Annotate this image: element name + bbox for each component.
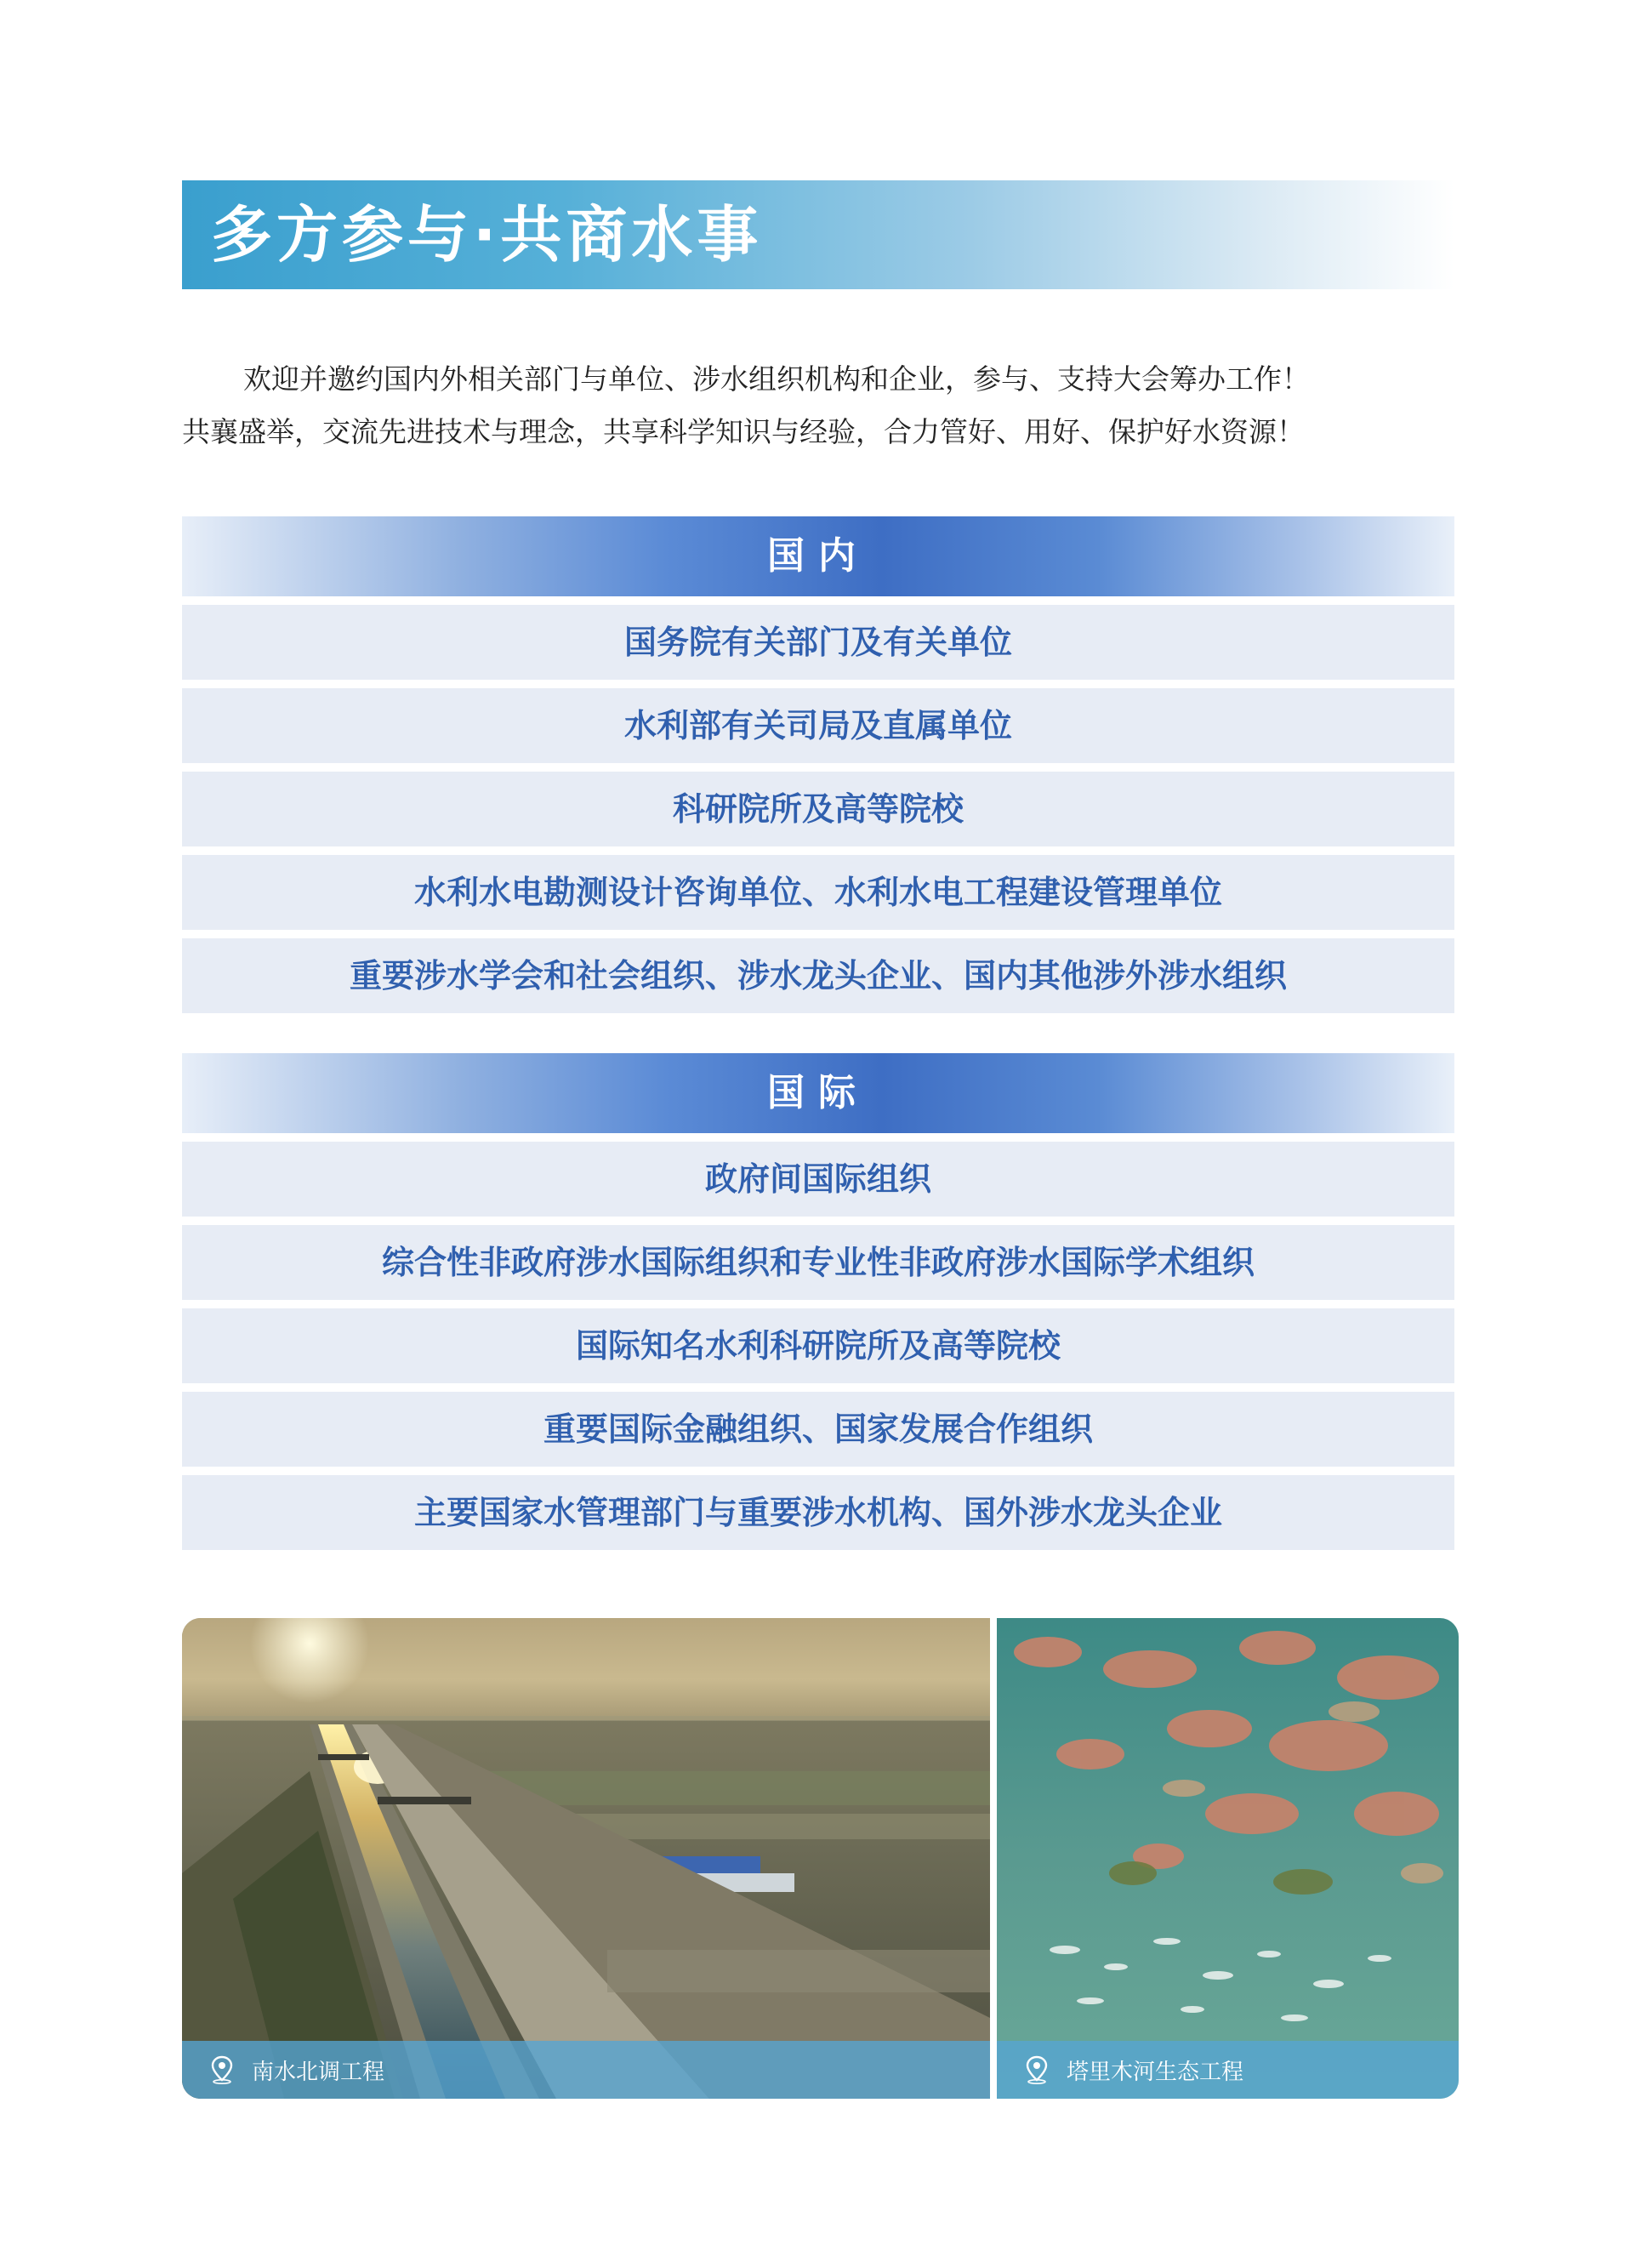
photo-caption: 塔里木河生态工程 <box>1067 2059 1244 2085</box>
wetland-image <box>997 1618 1459 2099</box>
domestic-section <box>182 516 1454 1013</box>
domestic-item: 水利部有关司局及直属单位 <box>182 688 1454 763</box>
photo-caption-bar <box>182 2041 990 2099</box>
domestic-item: 重要涉水学会和社会组织、涉水龙头企业、国内其他涉外涉水组织 <box>182 938 1454 1013</box>
photo-caption: 南水北调工程 <box>252 2059 385 2085</box>
international-item: 主要国家水管理部门与重要涉水机构、国外涉水龙头企业 <box>182 1475 1454 1550</box>
international-item: 综合性非政府涉水国际组织和专业性非政府涉水国际学术组织 <box>182 1225 1454 1300</box>
domestic-item: 国务院有关部门及有关单位 <box>182 605 1454 680</box>
intro-line-1: 欢迎并邀约国内外相关部门与单位、涉水组织机构和企业，参与、支持大会筹办工作！ <box>243 362 1310 396</box>
title-banner <box>182 180 1454 289</box>
canal-image <box>182 1618 990 2099</box>
international-heading: 国际 <box>182 1053 1454 1133</box>
south-north-water-diversion-photo <box>182 1618 990 2099</box>
tarim-river-ecology-photo <box>997 1618 1459 2099</box>
location-pin-icon <box>209 2055 235 2084</box>
domestic-item: 科研院所及高等院校 <box>182 772 1454 846</box>
international-section <box>182 1053 1454 1550</box>
international-item: 政府间国际组织 <box>182 1142 1454 1217</box>
location-pin-icon <box>1024 2055 1050 2084</box>
international-item: 重要国际金融组织、国家发展合作组织 <box>182 1392 1454 1467</box>
intro-line-2: 共襄盛举，交流先进技术与理念，共享科学知识与经验，合力管好、用好、保护好水资源！ <box>182 415 1305 448</box>
domestic-heading: 国内 <box>182 516 1454 596</box>
domestic-item: 水利水电勘测设计咨询单位、水利水电工程建设管理单位 <box>182 855 1454 930</box>
page-title: 多方参与·共商水事 <box>211 199 763 271</box>
international-item: 国际知名水利科研院所及高等院校 <box>182 1308 1454 1383</box>
intro-paragraph <box>182 353 1458 459</box>
photo-caption-bar <box>997 2041 1459 2099</box>
